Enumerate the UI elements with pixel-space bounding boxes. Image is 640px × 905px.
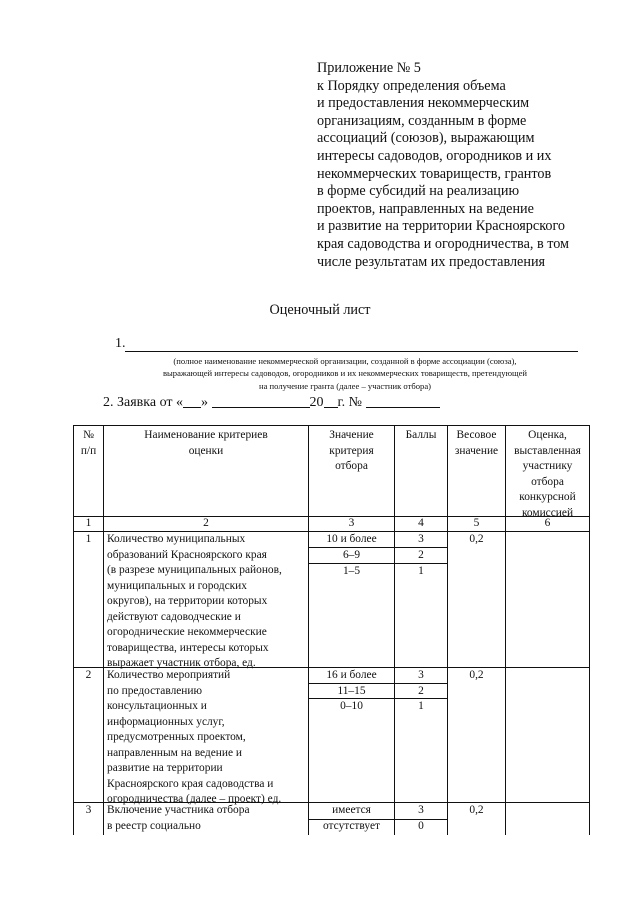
header-points: Баллы (405, 429, 437, 441)
header-text: Значение (329, 429, 374, 441)
column-number: 1 (85, 517, 92, 529)
points-value: 3 (418, 533, 424, 545)
weight-value: 0,2 (469, 804, 484, 816)
appendix-line: ассоциаций (союзов), выражающим (317, 130, 535, 147)
column-number: 2 (203, 517, 209, 529)
header-text: значение (454, 444, 499, 457)
weight-value: 0,2 (469, 533, 484, 545)
criterion-line: развитие на территории (107, 762, 223, 774)
day-blank (183, 393, 201, 408)
criterion-line: огородничества (далее – проект) ед. (107, 793, 282, 805)
criterion-line: Количество мероприятий (107, 669, 231, 681)
header-text: п/п (80, 444, 97, 457)
criterion-value: 1–5 (342, 565, 361, 577)
month-blank (212, 393, 310, 408)
column-number: 3 (348, 517, 355, 529)
header-text: выставленная (514, 444, 581, 457)
criterion-value: 6–9 (342, 549, 361, 561)
appendix-line: Приложение № 5 (317, 60, 421, 76)
points-value: 0 (418, 820, 424, 832)
criterion-line: направленным на ведение и (107, 746, 242, 759)
fill-in-underline (125, 351, 578, 352)
header-criterion-name (104, 428, 308, 459)
criterion-line: огороднические некоммерческие (107, 626, 267, 638)
criterion-line: выражает участник отбора, ед. (107, 657, 256, 669)
appendix-line: проектов, направленных на ведение (317, 200, 534, 217)
header-text: конкурсной (519, 491, 576, 503)
criterion-value: 11–15 (337, 685, 366, 697)
header-weight (448, 428, 505, 459)
header-commission-score (506, 428, 589, 521)
column-number: 4 (418, 517, 424, 529)
row-number: 2 (85, 669, 92, 681)
criterion-line: консультационных и (107, 700, 207, 712)
year-prefix: 20 (309, 395, 324, 410)
appendix-line: к Порядку определения объема (317, 77, 506, 94)
points-value: 2 (418, 685, 424, 697)
organization-name-note (95, 355, 595, 392)
criterion-value: 0–10 (340, 700, 363, 712)
criterion-name (107, 803, 307, 834)
header-text: Оценка, (528, 429, 567, 441)
criterion-line: муниципальных и городских (107, 579, 247, 592)
header-text: Весовое (456, 429, 497, 441)
header-text: комиссией (521, 506, 574, 519)
criterion-line: округов), на территории которых (107, 595, 268, 607)
points-value: 3 (418, 669, 424, 681)
row-number: 3 (85, 804, 92, 816)
appendix-line: и предоставления некоммерческим (317, 95, 530, 112)
points-value: 2 (418, 549, 424, 561)
commission-score-cell[interactable] (506, 532, 589, 667)
appendix-line: некоммерческих товариществ, грантов (317, 165, 552, 182)
quote-close: » (201, 395, 209, 410)
header-text: участнику (522, 460, 573, 472)
criterion-line: предусмотренных проектом, (107, 731, 246, 743)
criterion-line: товарищества, интересы которых (107, 641, 269, 654)
criterion-line: Включение участника отбора (107, 804, 250, 816)
header-num (74, 428, 103, 459)
criterion-line: действуют садоводческие и (107, 610, 241, 623)
appendix-line: числе результатам их предоставления (317, 253, 546, 270)
weight-value: 0,2 (469, 669, 484, 681)
criterion-line: по предоставлению (107, 684, 203, 697)
appendix-header (317, 60, 569, 271)
application-label: 2. Заявка от « (103, 395, 184, 410)
criterion-line: (в разрезе муниципальных районов, (107, 564, 282, 576)
commission-score-cell[interactable] (506, 803, 589, 835)
row-number: 1 (85, 533, 92, 545)
points-value: 3 (418, 804, 424, 816)
appendix-line: интересы садоводов, огородников и их (317, 147, 552, 164)
points-value: 1 (418, 700, 424, 712)
header-criterion-value (309, 428, 394, 475)
criterion-value: отсутствует (323, 820, 380, 832)
document-title: Оценочный лист (269, 302, 371, 318)
header-text: отбора (531, 475, 564, 488)
criterion-name (107, 668, 307, 808)
header-text: № (83, 429, 94, 441)
column-number: 5 (473, 517, 480, 529)
note-line: на получение гранта (далее – участник отбора) (258, 380, 432, 391)
appendix-line: организациям, созданным в форме (317, 112, 527, 129)
criterion-line: информационных услуг, (107, 715, 225, 728)
note-line: выражающей интересы садоводов, огородников и их некоммерческих товариществ, претендующей (162, 368, 528, 379)
header-text: критерия (329, 444, 374, 457)
criterion-line: Красноярского края садоводства и (107, 777, 274, 790)
note-line: (полное наименование некоммерческой организации, созданной в форме ассоциации (союза), (173, 356, 517, 366)
criterion-value: 16 и более (326, 669, 377, 681)
appendix-line: и развитие на территории Красноярского (317, 218, 566, 235)
organization-name-line (115, 336, 126, 352)
commission-score-cell[interactable] (506, 668, 589, 802)
criterion-line: в реестр социально (107, 819, 201, 832)
criterion-name (107, 532, 307, 672)
item-number: 1. (115, 336, 126, 351)
year-blank (324, 393, 338, 408)
header-text: отбора (335, 460, 368, 472)
criterion-value: 10 и более (326, 533, 377, 545)
criterion-value: имеется (332, 804, 371, 816)
number-blank (366, 393, 440, 408)
year-suffix-number-label: г. № (337, 395, 363, 410)
application-line (103, 393, 440, 411)
points-value: 1 (418, 565, 424, 577)
header-text: Наименование критериев (144, 429, 268, 441)
header-text: оценки (188, 444, 224, 457)
criterion-line: Количество муниципальных (107, 533, 246, 545)
column-number: 6 (544, 517, 551, 529)
appendix-line: края садоводства и огородничества, в том (317, 235, 570, 252)
criterion-line: образований Красноярского края (107, 548, 267, 561)
appendix-line: в форме субсидий на реализацию (317, 183, 520, 200)
